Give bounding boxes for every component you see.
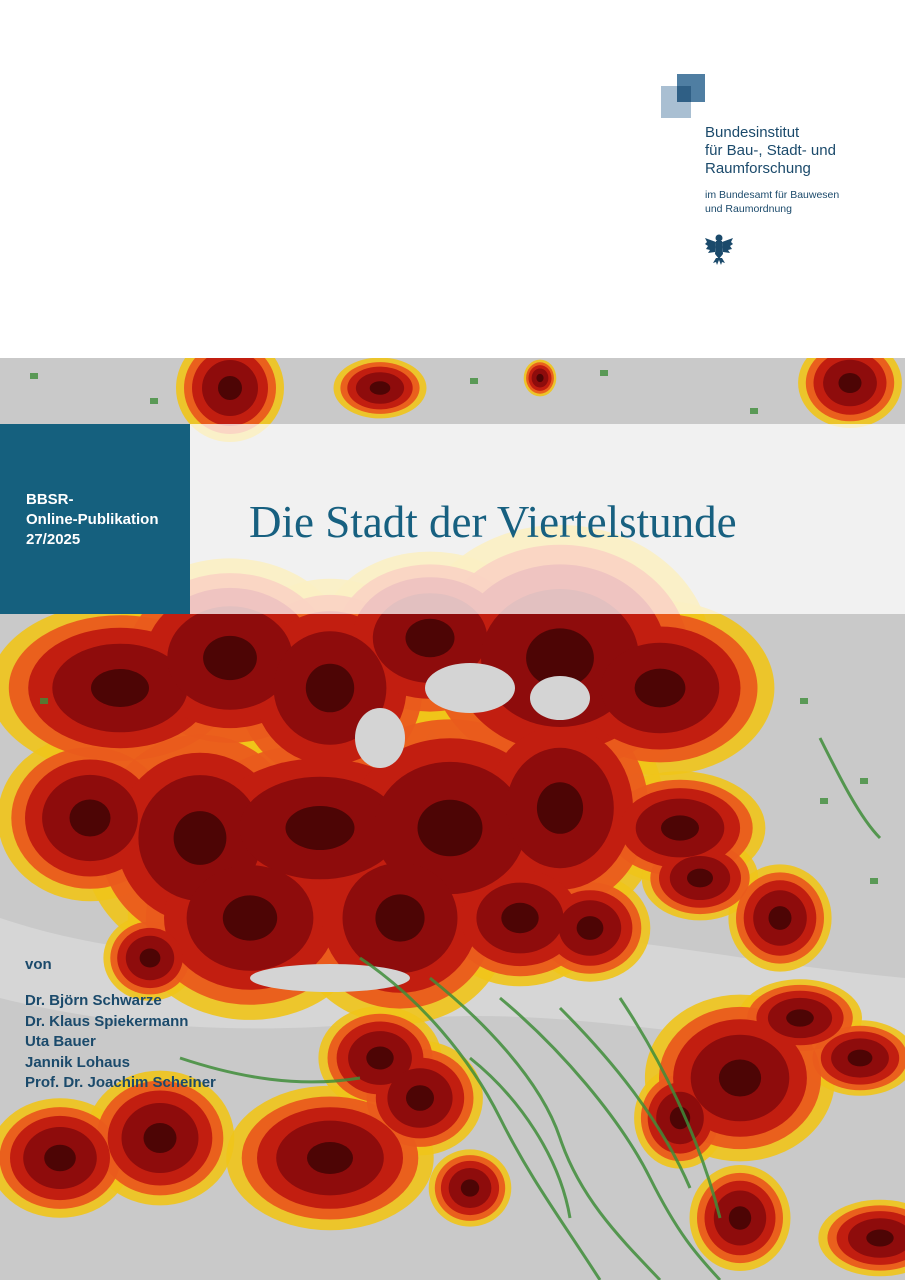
urban-area (203, 636, 257, 680)
urban-area (661, 815, 699, 840)
urban-area (306, 664, 354, 713)
urban-area (375, 894, 424, 941)
urban-area (366, 1047, 393, 1070)
author-name: Dr. Klaus Spiekermann (25, 1012, 189, 1030)
green-patch (30, 373, 38, 379)
open-area (355, 708, 405, 768)
institution-name: Bundesinstitut für Bau-, Stadt- und Raumforschung (705, 124, 836, 177)
green-patch (750, 408, 758, 414)
urban-area (848, 1050, 873, 1067)
urban-area (44, 1145, 76, 1172)
author-name: Jannik Lohaus (25, 1053, 131, 1071)
river-line (820, 738, 880, 838)
urban-area (769, 906, 792, 930)
green-patch (600, 370, 608, 376)
urban-area (537, 782, 583, 834)
author-list (25, 991, 285, 1094)
bbsr-logo-icon (661, 74, 705, 118)
urban-area (144, 1123, 177, 1153)
urban-area (719, 1060, 761, 1097)
series-label: BBSR- Online-Publikation 27/2025 (26, 491, 159, 548)
urban-area (406, 619, 455, 657)
header (0, 0, 905, 358)
urban-area (70, 800, 111, 837)
urban-area (406, 1085, 434, 1111)
green-patch (860, 778, 868, 784)
green-patch (800, 698, 808, 704)
green-patch (470, 378, 478, 384)
author-name: Prof. Dr. Joachim Scheiner (25, 1074, 216, 1091)
green-patch (150, 398, 158, 404)
urban-area (218, 376, 242, 400)
authors-block (25, 955, 285, 1094)
urban-area (223, 895, 277, 940)
urban-area (839, 373, 862, 393)
urban-area (670, 1107, 690, 1129)
urban-area (370, 381, 391, 395)
urban-area (729, 1206, 751, 1230)
green-patch (820, 798, 828, 804)
urban-area (786, 1009, 814, 1026)
page-title: Die Stadt der Viertelstunde (249, 497, 737, 547)
urban-area (174, 811, 227, 865)
urban-area (536, 374, 543, 382)
author-name: Dr. Björn Schwarze (25, 992, 162, 1009)
federal-eagle-icon (704, 232, 734, 266)
institution-subtitle: im Bundesamt für Bauwesen und Raumordnung (705, 189, 840, 215)
authors-intro: von (25, 956, 52, 973)
urban-area (286, 806, 355, 850)
urban-area (635, 669, 686, 708)
open-area (425, 663, 515, 713)
urban-area (461, 1179, 479, 1196)
urban-area (866, 1230, 893, 1247)
green-patch (870, 878, 878, 884)
open-area (530, 676, 590, 720)
urban-area (687, 869, 713, 888)
green-patch (40, 698, 48, 704)
urban-area (501, 903, 538, 933)
urban-area (91, 669, 149, 707)
urban-area (577, 916, 604, 940)
author-name: Uta Bauer (25, 1033, 96, 1050)
urban-area (418, 800, 483, 857)
urban-area (307, 1142, 353, 1174)
